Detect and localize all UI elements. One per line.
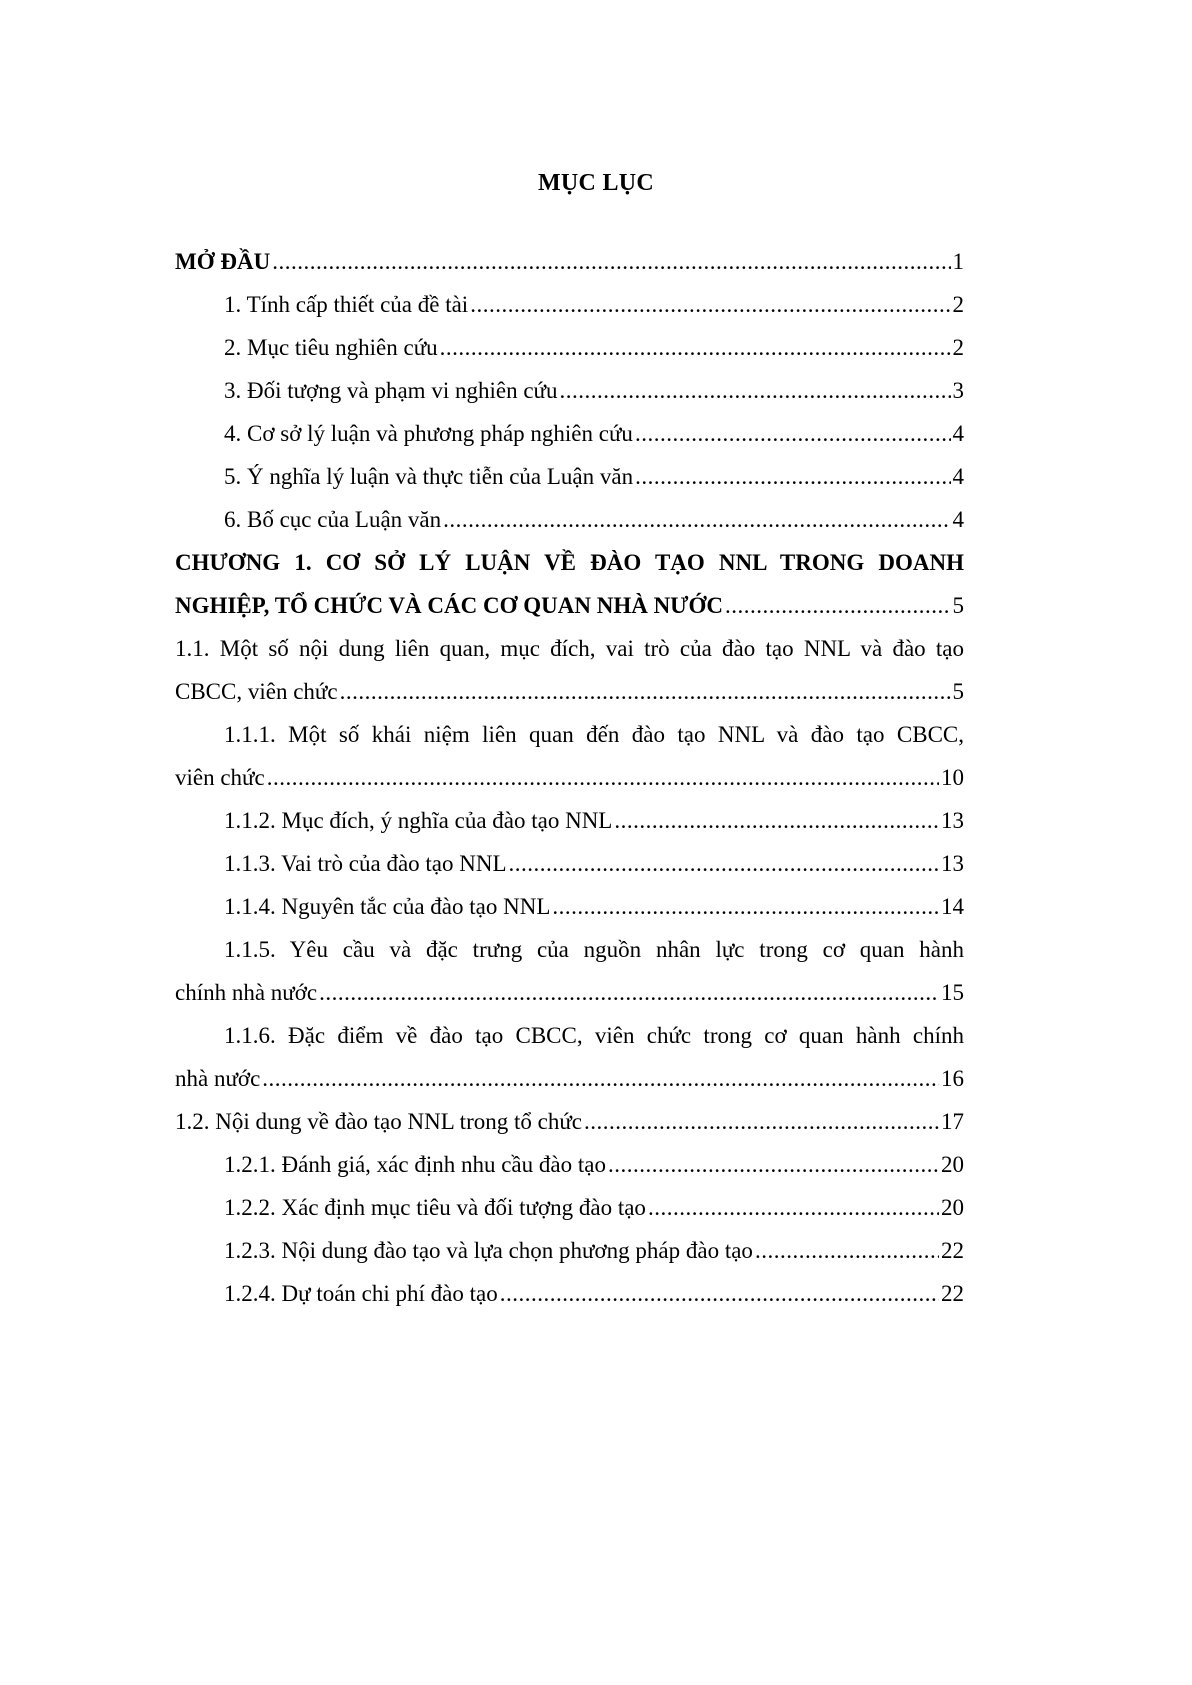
toc-page-number: 1 (952, 249, 964, 274)
dot-leader (267, 756, 939, 799)
toc-entry[interactable] (175, 1100, 964, 1143)
toc-entry-title: 1.2.4. Dự toán chi phí đào tạo (224, 1281, 498, 1306)
toc-entry[interactable] (175, 283, 964, 326)
toc-page-number: 22 (941, 1238, 964, 1263)
toc-page-number: 22 (941, 1281, 964, 1306)
dot-leader (584, 1100, 939, 1143)
dot-leader (262, 1057, 939, 1100)
dot-leader (319, 971, 939, 1014)
toc-entry-title: 1.2.2. Xác định mục tiêu và đối tượng đào tạo (224, 1195, 646, 1220)
toc-entry[interactable] (175, 713, 964, 799)
dot-leader (500, 1272, 939, 1315)
dot-leader (272, 240, 950, 283)
toc-entry-title: 5. Ý nghĩa lý luận và thực tiễn của Luận văn (224, 464, 634, 489)
toc-page-number: 4 (952, 421, 964, 446)
toc-entry[interactable] (175, 885, 964, 928)
toc-entry-title: 1.1.4. Nguyên tắc của đào tạo NNL (224, 894, 551, 919)
toc-page-number: 3 (952, 378, 964, 403)
dot-leader (440, 326, 951, 369)
toc-entry-title: 1.2.3. Nội dung đào tạo và lựa chọn phương pháp đào tạo (224, 1238, 753, 1263)
toc-page-number: 4 (952, 507, 964, 532)
toc-entry-title: 1. Tính cấp thiết của đề tài (224, 292, 469, 317)
toc-entry-title-line2: chính nhà nước (175, 980, 318, 1005)
page-title: MỤC LỤC (537, 170, 655, 196)
dot-leader (755, 1229, 939, 1272)
toc-page-number: 13 (941, 808, 964, 833)
toc-entry-title-line1: 1.1.6. Đặc điểm về đào tạo CBCC, viên chức trong cơ quan hành chính (224, 1023, 964, 1048)
toc-entry[interactable] (175, 455, 964, 498)
toc-page-number: 15 (941, 980, 964, 1005)
dot-leader (635, 455, 950, 498)
toc-page-number: 2 (952, 292, 964, 317)
toc-entry[interactable] (175, 240, 964, 283)
toc-entry[interactable] (175, 1014, 964, 1100)
dot-leader (560, 369, 951, 412)
table-of-contents (175, 240, 964, 1315)
dot-leader (608, 1143, 939, 1186)
toc-page-number: 4 (952, 464, 964, 489)
toc-entry-title-line2: NGHIỆP, TỔ CHỨC VÀ CÁC CƠ QUAN NHÀ NƯỚC (175, 593, 723, 618)
toc-entry-title: 6. Bố cục của Luận văn (224, 507, 442, 532)
toc-entry[interactable] (175, 627, 964, 713)
toc-entry-title: 2. Mục tiêu nghiên cứu (224, 335, 438, 360)
toc-page-number: 13 (941, 851, 964, 876)
toc-entry[interactable] (175, 412, 964, 455)
dot-leader (470, 283, 950, 326)
toc-entry[interactable] (175, 498, 964, 541)
toc-page-number: 10 (941, 765, 964, 790)
toc-entry[interactable] (175, 326, 964, 369)
dot-leader (725, 584, 951, 627)
toc-entry[interactable] (175, 842, 964, 885)
toc-page-number: 5 (952, 593, 964, 618)
toc-entry-title-line1: 1.1. Một số nội dung liên quan, mục đích, vai trò của đào tạo NNL và đào tạo (175, 636, 964, 661)
toc-entry[interactable] (175, 928, 964, 1014)
toc-page-number: 20 (941, 1195, 964, 1220)
dot-leader (340, 670, 951, 713)
toc-entry[interactable] (175, 1186, 964, 1229)
toc-entry-title: 1.2.1. Đánh giá, xác định nhu cầu đào tạo (224, 1152, 606, 1177)
dot-leader (509, 842, 939, 885)
dot-leader (614, 799, 939, 842)
toc-page-number: 16 (941, 1066, 964, 1091)
toc-entry-title-line1: 1.1.5. Yêu cầu và đặc trưng của nguồn nhân lực trong cơ quan hành (224, 937, 964, 962)
dot-leader (635, 412, 951, 455)
toc-page-number: 2 (952, 335, 964, 360)
toc-entry-title: 1.1.2. Mục đích, ý nghĩa của đào tạo NNL (224, 808, 613, 833)
toc-entry-title-line1: CHƯƠNG 1. CƠ SỞ LÝ LUẬN VỀ ĐÀO TẠO NNL TRONG DOANH (175, 550, 964, 575)
toc-entry-title: 1.2. Nội dung về đào tạo NNL trong tổ chức (175, 1109, 583, 1134)
toc-entry-title: 1.1.3. Vai trò của đào tạo NNL (224, 851, 507, 876)
toc-entry[interactable] (175, 541, 964, 627)
toc-entry-title-line2: CBCC, viên chức (175, 679, 338, 704)
toc-page-number: 17 (941, 1109, 964, 1134)
toc-entry[interactable] (175, 799, 964, 842)
toc-entry[interactable] (175, 369, 964, 412)
dot-leader (648, 1186, 939, 1229)
toc-entry-title-line2: viên chức (175, 765, 265, 790)
toc-entry-title: MỞ ĐẦU (175, 249, 271, 274)
toc-entry-title-line2: nhà nước (175, 1066, 261, 1091)
toc-page-number: 5 (952, 679, 964, 704)
toc-entry-title: 4. Cơ sở lý luận và phương pháp nghiên cứu (224, 421, 633, 446)
dot-leader (552, 885, 939, 928)
toc-page-number: 14 (941, 894, 964, 919)
toc-entry[interactable] (175, 1272, 964, 1315)
toc-entry[interactable] (175, 1143, 964, 1186)
dot-leader (443, 498, 950, 541)
toc-page-number: 20 (941, 1152, 964, 1177)
toc-entry-title-line1: 1.1.1. Một số khái niệm liên quan đến đào tạo NNL và đào tạo CBCC, (224, 722, 964, 747)
toc-entry[interactable] (175, 1229, 964, 1272)
toc-entry-title: 3. Đối tượng và phạm vi nghiên cứu (224, 378, 558, 403)
